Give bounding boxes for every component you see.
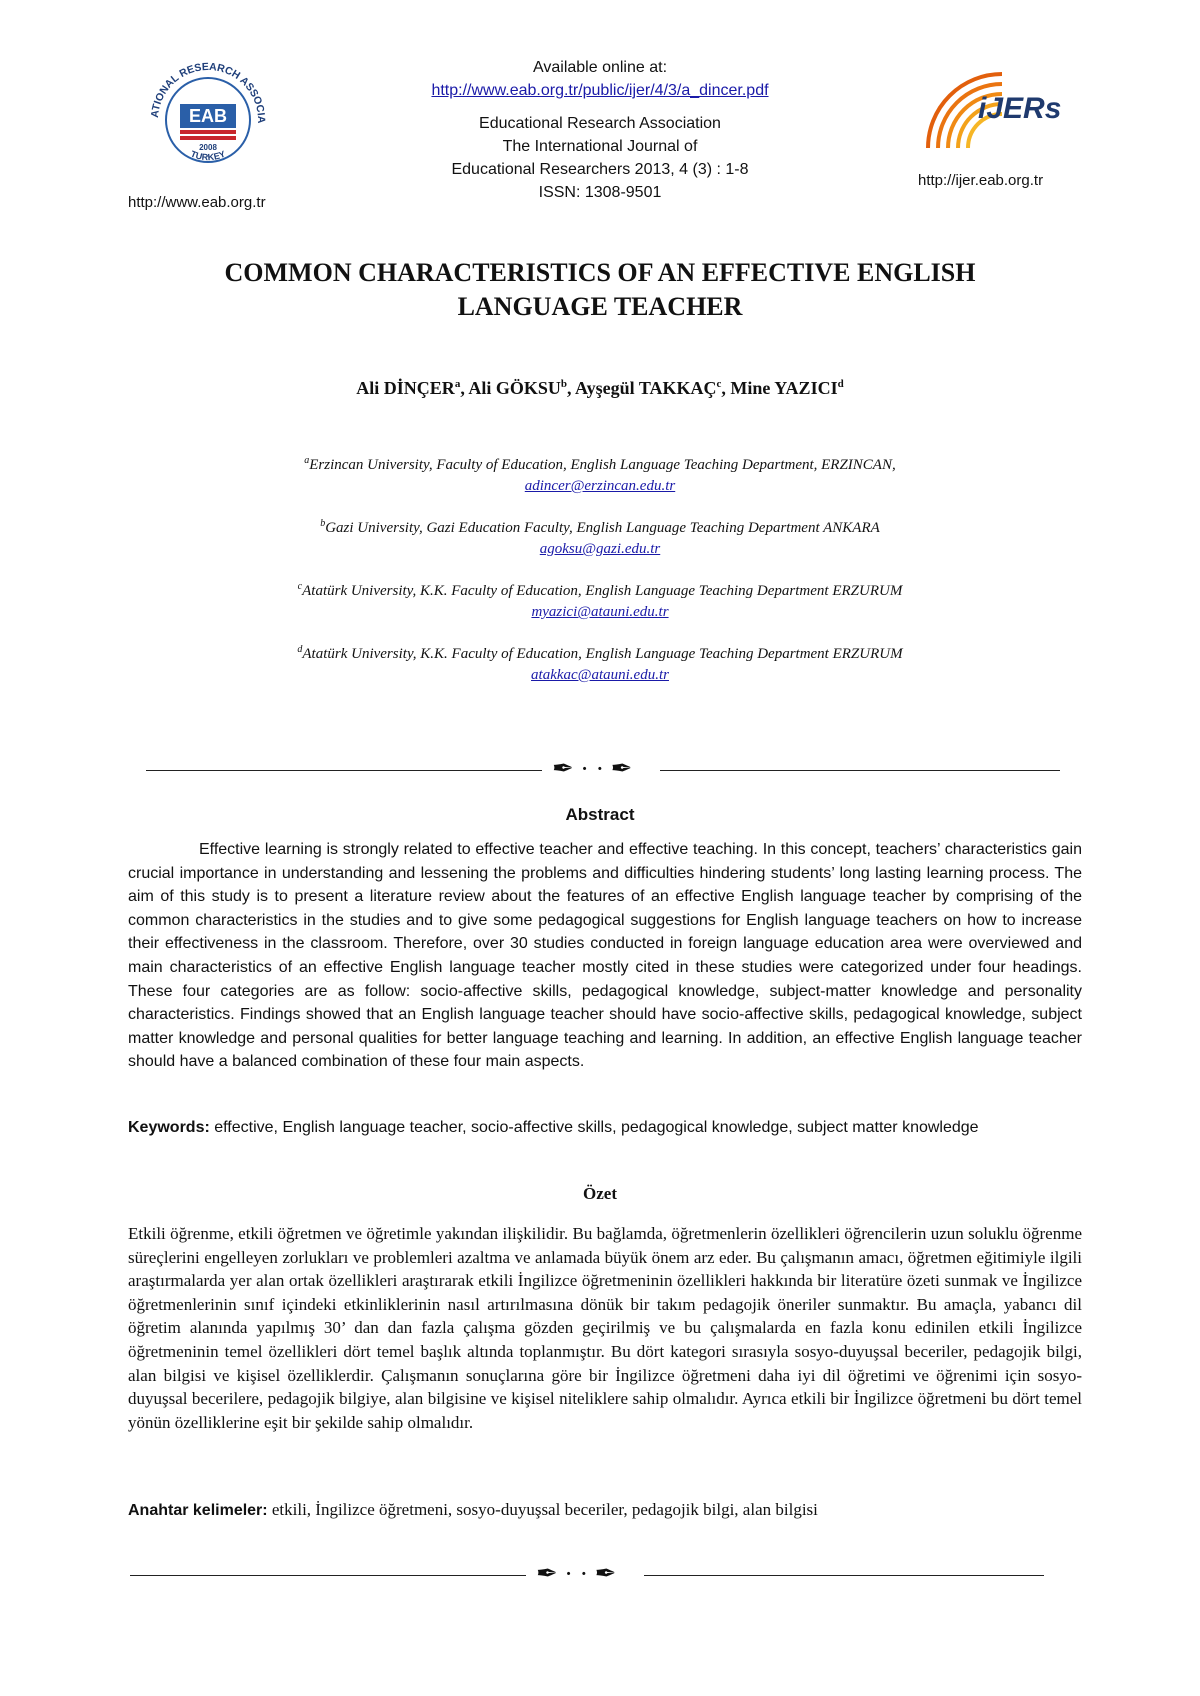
author-separator: , [460, 378, 469, 398]
section-rule-right [644, 1575, 1044, 1576]
eab-logo-center-text: EAB [188, 106, 228, 126]
ornament-icon: ✒ · · ✒ [552, 754, 633, 783]
author-name: Ali DİNÇER [356, 378, 455, 398]
affiliation-text: Erzincan University, Faculty of Education, English Language Teaching Department, ERZINCAN, [309, 457, 896, 473]
section-rule-left [146, 770, 542, 771]
ijers-url[interactable]: http://ijer.eab.org.tr [918, 172, 1044, 189]
author-list [100, 378, 1100, 399]
journal-name-line1: The International Journal of [502, 138, 698, 155]
section-rule-right [660, 770, 1060, 771]
paper-title [100, 256, 1100, 324]
ozet-body [128, 1222, 1082, 1434]
article-url-link[interactable]: http://www.eab.org.tr/public/ijer/4/3/a_dincer.pdf [431, 82, 769, 99]
affiliation-sup: b [320, 518, 326, 529]
author-sup: a [454, 378, 461, 390]
author-sup: c [716, 378, 722, 390]
eab-url[interactable]: http://www.eab.org.tr [128, 194, 266, 211]
abstract-text: Effective learning is strongly related to effective teacher and effective teaching. In this concept, teachers’ characteristics gain crucial importance in understanding and lessening the problems and difficulties hindering students’ long lasting learning process. The aim of this study is to present a literature review about the features of an effective English language teacher by comprising of the common characteristics in the studies and to give some pedagogical suggestions for English language teachers on how to increase their effectiveness in the classroom. Therefore, over 30 studies conducted in foreign language education area were overviewed and main characteristics of an effective English language teacher mostly cited in these studies were categorized under four headings. These four categories are as follow: socio-affective skills, pedagogical knowledge, subject-matter knowledge and personality characteristics. Findings showed that an English language teacher should have socio-affective skills, pedagogical knowledge, subject matter knowledge and personal qualities for better language teaching and learning. In addition, an effective English language teacher should have a balanced combination of these four main aspects. [128, 841, 1082, 1071]
author-name: Ali GÖKSU [468, 378, 561, 398]
journal-name-line2: Educational Researchers 2013, 4 (3) : 1-8 [451, 161, 749, 178]
anahtar-kelimeler [128, 1500, 1082, 1520]
abstract-heading: Abstract [565, 805, 635, 824]
author-separator: , [566, 378, 575, 398]
affiliation-email[interactable]: adincer@erzincan.edu.tr [524, 478, 676, 494]
association-name: Educational Research Association [479, 115, 721, 132]
anahtar-kelimeler-text: etkili, İngilizce öğretmeni, sosyo-duyuşsal beceriler, pedagojik bilgi, alan bilgisi [271, 1500, 818, 1519]
affiliation-email[interactable]: atakkac@atauni.edu.tr [531, 667, 669, 683]
affiliation [150, 513, 1050, 560]
journal-header [380, 56, 820, 204]
ijers-logo-text: iJERs [978, 92, 1062, 125]
eab-logo-country: TURKEY [189, 148, 227, 163]
author-name: Ayşegül TAKKAÇ [574, 378, 717, 398]
author-name: Mine YAZICI [730, 378, 838, 398]
affiliation-sup: a [304, 455, 310, 466]
keywords-label: Keywords: [128, 1119, 210, 1136]
available-online-label: Available online at: [532, 59, 668, 76]
affiliation [150, 450, 1050, 497]
affiliation-text: Atatürk University, K.K. Faculty of Education, English Language Teaching Department ERZURUM [302, 646, 903, 662]
ijers-logo-icon [918, 56, 1068, 156]
title-line-2: LANGUAGE TEACHER [457, 292, 743, 321]
affiliation [150, 639, 1050, 686]
author-sup: b [560, 378, 567, 390]
eab-logo-icon [140, 52, 276, 188]
author-separator: , [721, 378, 731, 398]
affiliation-email[interactable]: myazici@atauni.edu.tr [531, 604, 669, 620]
title-line-1: COMMON CHARACTERISTICS OF AN EFFECTIVE ENGLISH [224, 258, 976, 287]
ornament-icon: ✒ · · ✒ [536, 1559, 617, 1588]
affiliation-sup: c [297, 581, 303, 592]
abstract-body [128, 838, 1082, 1074]
affiliation-text: Atatürk University, K.K. Faculty of Education, English Language Teaching Department ERZURUM [302, 583, 903, 599]
keywords-text: effective, English language teacher, socio-affective skills, pedagogical knowledge, subject matter knowledge [214, 1119, 979, 1136]
affiliation-text: Gazi University, Gazi Education Faculty, English Language Teaching Department ANKARA [325, 520, 880, 536]
keywords [128, 1116, 1082, 1140]
issn: ISSN: 1308-9501 [538, 184, 662, 201]
ozet-heading: Özet [583, 1184, 617, 1203]
eab-logo-year: 2008 [199, 143, 217, 152]
author-sup: d [837, 378, 844, 390]
anahtar-kelimeler-label: Anahtar kelimeler: [128, 1502, 268, 1519]
section-rule-left [130, 1575, 526, 1576]
affiliation [150, 576, 1050, 623]
affiliation-email[interactable]: agoksu@gazi.edu.tr [539, 541, 661, 557]
affiliation-sup: d [297, 644, 303, 655]
eab-logo-ring-text: ATIONAL RESEARCH ASSOCIA [148, 60, 268, 123]
ozet-text: Etkili öğrenme, etkili öğretmen ve öğretimle yakından ilişkilidir. Bu bağlamda, öğretmenlerin özellikleri öğrencilerin uzun soluklu öğrenme süreçlerini engelleyen zorlukları ve problemleri azaltma ve anlamada büyük önem arz eder. Bu çalışmanın amacı, öğretmen eğitimiyle ilgili araştırmalarda yer alan ortak özellikleri araştırarak etkili İngilizce öğretmeninin özellikleri hakkında bir literatüre özeti sunmak ve İngilizce öğretmenlerinin sınıf içindeki etkinliklerinin nasıl artırılmasına dönük bir takım pedagojik öneriler sunmaktır. Bu amaçla, yabancı dil öğretim alanında yapılmış 30’ dan dan fazla çalışma gözden geçirilmiş ve bu çalışmalarda en fazla konu edinilen etkili İngilizce öğretmeninin temel özellikleri dört temel başlık altında toplanmıştır. Bu dört kategori sırasıyla sosyo-duyuşsal beceriler, pedagojik bilgi, alan bilgisi ve kişisel özelliklerdir. Çalışmanın sonuçlarına göre bir İngilizce öğretmeni daha iyi dil öğretimi ve öğrenimi için sosyo-duyuşsal becerilere, pedagojik bilgiye, alan bilgisine ve kişisel niteliklere sahip olmalıdır. Ayrıca etkili bir İngilizce öğretmeni bu dört temel yönün özelliklerine eşit bir şekilde sahip olmalıdır. [128, 1224, 1082, 1432]
